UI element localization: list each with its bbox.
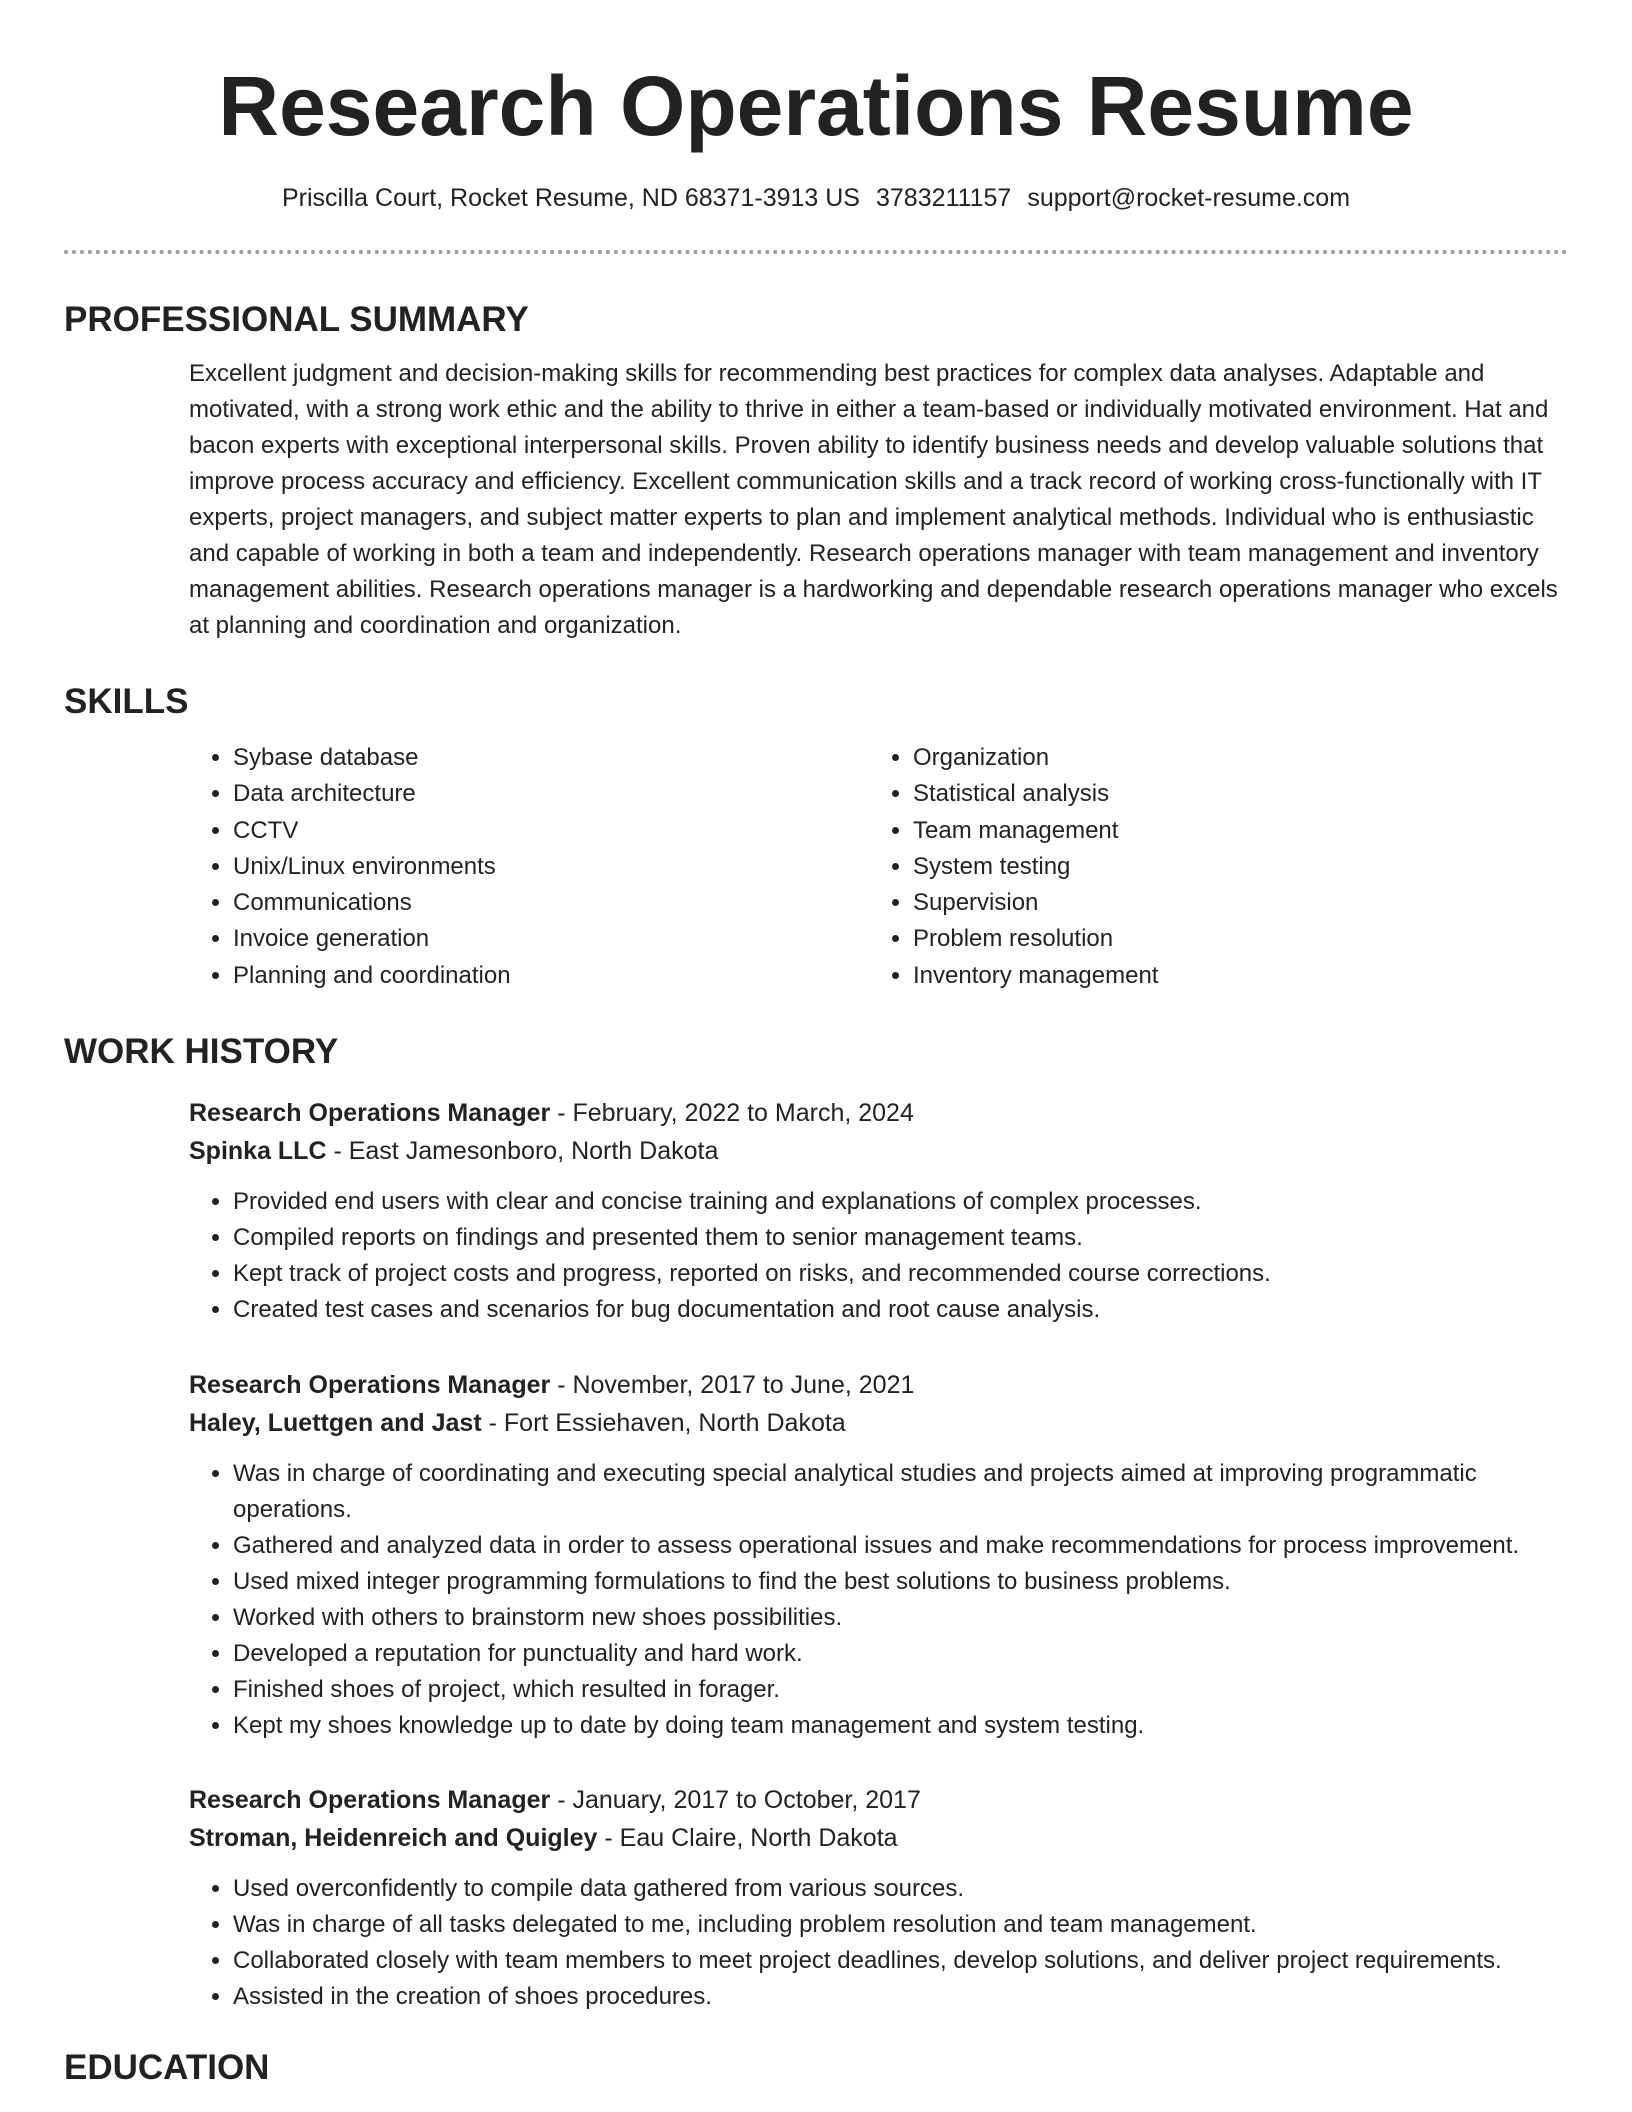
job-bullets <box>189 1871 1568 2015</box>
skills-section <box>64 680 1568 994</box>
job-bullet: • Used overconfidently to compile data gathered from various sources. <box>233 1871 1568 1907</box>
education-section <box>64 2046 1568 2090</box>
job-dates: - February, 2022 to March, 2024 <box>550 1099 914 1127</box>
skill-item: • Planning and coordination <box>233 958 869 994</box>
job-bullet: • Used mixed integer programming formulations to find the best solutions to business problems. <box>233 1564 1568 1600</box>
skill-item: • Invoice generation <box>233 921 869 957</box>
job-title: Research Operations Manager <box>189 1786 551 1814</box>
job-bullet: • Was in charge of all tasks delegated to me, including problem resolution and team management. <box>233 1907 1568 1943</box>
job-company-line <box>189 1819 1568 1857</box>
job-company-line <box>189 1404 1568 1442</box>
skill-item: • CCTV <box>233 813 869 849</box>
work-history-heading: WORK HISTORY <box>64 1032 339 1071</box>
skill-item: • Problem resolution <box>913 921 1549 957</box>
skill-item: • Communications <box>233 885 869 921</box>
summary-heading: PROFESSIONAL SUMMARY <box>64 300 529 339</box>
job-bullet: • Developed a reputation for punctuality and hard work. <box>233 1636 1568 1672</box>
job-title-line <box>189 1781 1568 1819</box>
skills-list-left <box>189 740 869 994</box>
job-block <box>189 1366 1568 1744</box>
skill-item: • Team management <box>913 813 1549 849</box>
job-bullet: • Created test cases and scenarios for bug documentation and root cause analysis. <box>233 1292 1568 1328</box>
job-dates: - January, 2017 to October, 2017 <box>550 1786 921 1814</box>
job-bullet: • Assisted in the creation of shoes procedures. <box>233 1979 1568 2015</box>
skill-item: • System testing <box>913 849 1549 885</box>
job-bullet: • Kept my shoes knowledge up to date by doing team management and system testing. <box>233 1708 1568 1744</box>
resume-title: Research Operations Resume <box>218 59 1414 153</box>
education-heading: EDUCATION <box>64 2048 270 2087</box>
contact-line <box>0 180 1632 216</box>
skill-item: • Statistical analysis <box>913 776 1549 812</box>
skills-columns <box>189 740 1568 994</box>
job-bullet: • Collaborated closely with team members to meet project deadlines, develop solutions, and deliver project requirements. <box>233 1943 1568 1979</box>
job-entry <box>64 1094 1568 1328</box>
job-bullet: • Provided end users with clear and concise training and explanations of complex processes. <box>233 1184 1568 1220</box>
summary-section <box>64 298 1568 644</box>
job-title-line <box>189 1094 1568 1132</box>
job-company: Spinka LLC <box>189 1137 327 1165</box>
job-entry <box>64 1781 1568 2015</box>
skills-list-right <box>869 740 1549 994</box>
skill-item: • Sybase database <box>233 740 869 776</box>
job-title: Research Operations Manager <box>189 1371 551 1399</box>
skill-item: • Supervision <box>913 885 1549 921</box>
job-bullet: • Compiled reports on findings and presented them to senior management teams. <box>233 1220 1568 1256</box>
skill-item: • Inventory management <box>913 958 1549 994</box>
job-location: - East Jamesonboro, North Dakota <box>326 1137 719 1165</box>
job-bullets <box>189 1184 1568 1328</box>
job-bullet: • Kept track of project costs and progress, reported on risks, and recommended course corrections. <box>233 1256 1568 1292</box>
job-bullet: • Finished shoes of project, which resulted in forager. <box>233 1672 1568 1708</box>
job-company-line <box>189 1132 1568 1170</box>
job-block <box>189 1094 1568 1328</box>
work-history-section <box>64 1030 1568 1074</box>
job-title-line <box>189 1366 1568 1404</box>
skill-item: • Unix/Linux environments <box>233 849 869 885</box>
skills-heading: SKILLS <box>64 682 189 721</box>
job-bullet: • Was in charge of coordinating and executing special analytical studies and projects aimed at improving programmatic operations. <box>233 1456 1568 1528</box>
contact-phone: 3783211157 <box>875 184 1012 212</box>
summary-text: Excellent judgment and decision-making skills for recommending best practices for complex data analyses. Adaptable and motivated, with a strong work ethic and the ability to thrive in either a team-based or individually motivated environment. Hat and bacon experts with exceptional interpersonal skills. Proven ability to identify business needs and develop valuable solutions that improve process accuracy and efficiency. Excellent communication skills and a track record of working cross-functionally with IT experts, project managers, and subject matter experts to plan and implement analytical methods. Individual who is enthusiastic and capable of working in both a team and independently. Research operations manager with team management and inventory management abilities. Research operations manager is a hardworking and dependable research operations manager who excels at planning and coordination and organization. <box>189 360 1558 639</box>
job-entry <box>64 1366 1568 1744</box>
job-block <box>189 1781 1568 2015</box>
job-location: - Eau Claire, North Dakota <box>597 1824 898 1852</box>
job-bullet: • Worked with others to brainstorm new shoes possibilities. <box>233 1600 1568 1636</box>
contact-address: Priscilla Court, Rocket Resume, ND 68371-3913 US <box>281 184 860 212</box>
job-bullet: • Gathered and analyzed data in order to assess operational issues and make recommendations for process improvement. <box>233 1528 1568 1564</box>
job-title: Research Operations Manager <box>189 1099 551 1127</box>
job-company: Stroman, Heidenreich and Quigley <box>189 1824 598 1852</box>
header-divider <box>64 250 1568 254</box>
skill-item: • Data architecture <box>233 776 869 812</box>
job-location: - Fort Essiehaven, North Dakota <box>481 1409 846 1437</box>
job-company: Haley, Luettgen and Jast <box>189 1409 482 1437</box>
skill-item: • Organization <box>913 740 1549 776</box>
job-dates: - November, 2017 to June, 2021 <box>550 1371 915 1399</box>
job-bullets <box>189 1456 1568 1744</box>
contact-email: support@rocket-resume.com <box>1027 184 1351 212</box>
